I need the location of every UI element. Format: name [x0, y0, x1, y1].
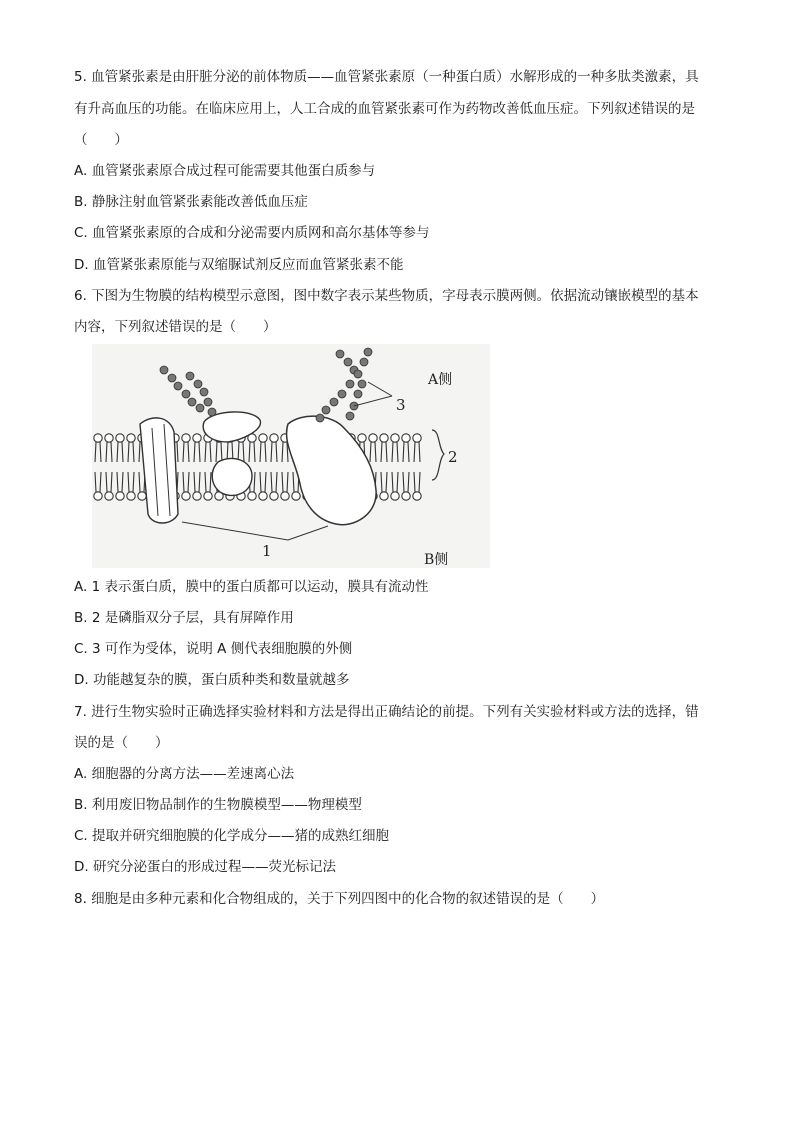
- phospholipid-head: [105, 492, 113, 500]
- phospholipid-head: [138, 492, 146, 500]
- q6-option-a: A. 1 表示蛋白质，膜中的蛋白质都可以运动，膜具有流动性: [74, 579, 429, 595]
- phospholipid-head: [116, 434, 124, 442]
- phospholipid-head: [127, 492, 135, 500]
- q6-option-d: D. 功能越复杂的膜，蛋白质种类和数量就越多: [74, 672, 350, 688]
- phospholipid-head: [105, 434, 113, 442]
- phospholipid-head: [248, 492, 256, 500]
- q6-stem-line-2: 内容，下列叙述错误的是（ ）: [74, 319, 277, 335]
- phospholipid-head: [380, 492, 388, 500]
- phospholipid-head: [402, 434, 410, 442]
- phospholipid-head: [127, 434, 135, 442]
- phospholipid-head: [369, 434, 377, 442]
- phospholipid-head: [94, 434, 102, 442]
- q5-option-d: D. 血管紧张素原能与双缩脲试剂反应而血管紧张素不能: [74, 257, 404, 273]
- q7-stem-line-1: 7. 进行生物实验时正确选择实验材料和方法是得出正确结论的前提。下列有关实验材料或方法的选择，错: [74, 704, 699, 720]
- phospholipid-head: [402, 492, 410, 500]
- q7-option-b: B. 利用废旧物品制作的生物膜模型——物理模型: [74, 797, 362, 813]
- label-2: 2: [448, 448, 458, 466]
- q7-stem-line-2: 误的是（ ）: [74, 735, 169, 751]
- phospholipid-head: [182, 434, 190, 442]
- label-3: 3: [396, 396, 406, 414]
- q7-option-c: C. 提取并研究细胞膜的化学成分——猪的成熟红细胞: [74, 828, 390, 844]
- q5-stem-line-3: （ ）: [74, 132, 128, 148]
- q5-option-a: A. 血管紧张素原合成过程可能需要其他蛋白质参与: [74, 163, 376, 179]
- q6-option-b: B. 2 是磷脂双分子层，具有屏障作用: [74, 610, 294, 626]
- protein-embedded: [212, 458, 252, 495]
- phospholipid-head: [193, 434, 201, 442]
- phospholipid-head: [391, 492, 399, 500]
- q6-option-c: C. 3 可作为受体，说明 A 侧代表细胞膜的外侧: [74, 641, 353, 657]
- phospholipid-head: [94, 492, 102, 500]
- label-a-side: A侧: [428, 372, 453, 388]
- q5-stem-line-1: 5. 血管紧张素是由肝脏分泌的前体物质——血管紧张素原（一种蛋白质）水解形成的一种多肽类激素，具: [74, 69, 699, 85]
- phospholipid-head: [413, 434, 421, 442]
- phospholipid-head: [259, 492, 267, 500]
- label-1: 1: [262, 542, 272, 560]
- phospholipid-head: [270, 434, 278, 442]
- q5-stem-line-2: 有升高血压的功能。在临床应用上，人工合成的血管紧张素可作为药物改善低血压症。下列叙述错误的是: [74, 101, 695, 117]
- q7-option-d: D. 研究分泌蛋白的形成过程——荧光标记法: [74, 859, 336, 875]
- phospholipid-head: [270, 492, 278, 500]
- label-b-side: B侧: [424, 552, 449, 568]
- phospholipid-head: [193, 492, 201, 500]
- phospholipid-head: [413, 492, 421, 500]
- q5-option-b: B. 静脉注射血管紧张素能改善低血压症: [74, 194, 308, 210]
- phospholipid-head: [259, 434, 267, 442]
- q7-option-a: A. 细胞器的分离方法——差速离心法: [74, 766, 295, 782]
- phospholipid-head: [182, 492, 190, 500]
- phospholipid-head: [116, 492, 124, 500]
- phospholipid-head: [391, 434, 399, 442]
- phospholipid-head: [281, 492, 289, 500]
- phospholipid-head: [358, 434, 366, 442]
- phospholipid-head: [292, 492, 300, 500]
- membrane-model-figure: [92, 344, 490, 568]
- q6-stem-line-1: 6. 下图为生物膜的结构模型示意图，图中数字表示某些物质，字母表示膜两侧。依据流动镶嵌模型的基本: [74, 288, 699, 304]
- q5-option-c: C. 血管紧张素原的合成和分泌需要内质网和高尔基体等参与: [74, 225, 430, 241]
- q8-stem-line-1: 8. 细胞是由多种元素和化合物组成的，关于下列四图中的化合物的叙述错误的是（ ）: [74, 891, 605, 907]
- phospholipid-head: [380, 434, 388, 442]
- phospholipid-head: [204, 492, 212, 500]
